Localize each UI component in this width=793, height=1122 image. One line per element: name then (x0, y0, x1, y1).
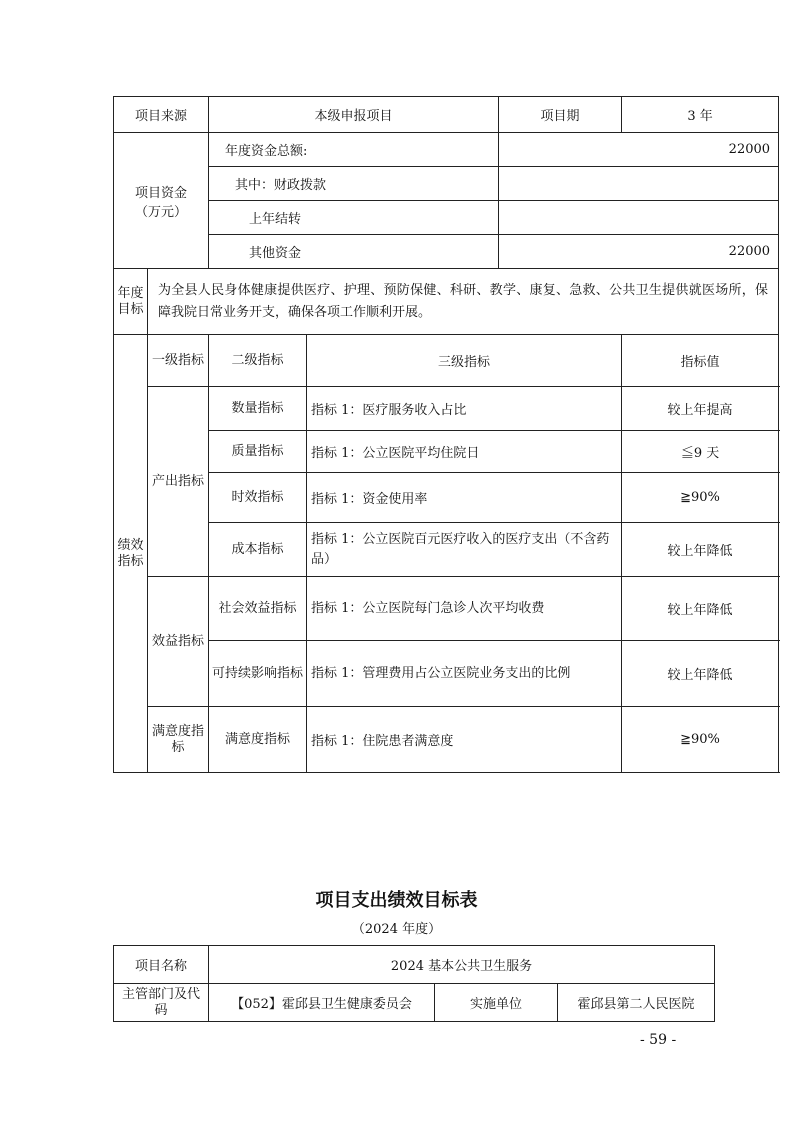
dept-label: 主管部门及代码 (114, 984, 209, 1022)
page-number: - 59 - (640, 1032, 677, 1048)
table-row-level3: 指标 1：公立医院平均住院日 (307, 431, 622, 473)
table-row-level2: 可持续影响指标 (209, 641, 307, 707)
table-row-level3: 指标 1：资金使用率 (307, 473, 622, 523)
fiscal-value (499, 167, 779, 201)
funds-label (114, 133, 209, 269)
section2-title: 项目支出绩效目标表 (315, 890, 478, 911)
source-label: 项目来源 (114, 97, 209, 133)
table-row-level3: 指标 1：公立医院每门急诊人次平均收费 (307, 577, 622, 641)
table-row-level2: 质量指标 (209, 431, 307, 473)
performance-table-upper (113, 96, 779, 773)
level3-header: 三级指标 (307, 335, 622, 387)
table-row-level3: 指标 1：住院患者满意度 (307, 707, 622, 773)
table-row-level2: 数量指标 (209, 387, 307, 431)
other-value: 22000 (499, 235, 779, 269)
period-label: 项目期 (499, 97, 622, 133)
impl-label: 实施单位 (435, 984, 558, 1022)
table-row-level2: 满意度指标 (209, 707, 307, 773)
table-row-value: 较上年降低 (622, 577, 779, 641)
table-row-value: ≧90% (622, 707, 779, 773)
table-row-value: 较上年降低 (622, 523, 779, 577)
period-value: 3 年 (622, 97, 779, 133)
project-name-label: 项目名称 (114, 946, 209, 984)
satisfaction-label: 满意度指标 (148, 707, 209, 773)
funds-unit: （万元） (135, 204, 188, 220)
level2-header: 二级指标 (209, 335, 307, 387)
level1-header: 一级指标 (148, 335, 209, 387)
perf-label: 绩效指标 (114, 335, 148, 773)
carryover-value (499, 201, 779, 235)
benefit-label: 效益指标 (148, 577, 209, 707)
funds-label-text: 项目资金 (135, 185, 188, 201)
output-label: 产出指标 (148, 387, 209, 577)
section2-year: （2024 年度） (351, 922, 442, 937)
value-header: 指标值 (622, 335, 779, 387)
table-row-level3: 指标 1：管理费用占公立医院业务支出的比例 (307, 641, 622, 707)
table-row-level2: 社会效益指标 (209, 577, 307, 641)
project-name-value: 2024 基本公共卫生服务 (209, 946, 715, 984)
dept-value: 【052】霍邱县卫生健康委员会 (209, 984, 435, 1022)
performance-table-lower (113, 945, 715, 1022)
table-row-value: ≧90% (622, 473, 779, 523)
goal-label: 年度目标 (114, 269, 148, 335)
table-row-level3: 指标 1：公立医院百元医疗收入的医疗支出（不含药品） (307, 523, 622, 577)
table-row-value: 较上年提高 (622, 387, 779, 431)
table-row-value: ≦9 天 (622, 431, 779, 473)
impl-value: 霍邱县第二人民医院 (558, 984, 715, 1022)
total-value: 22000 (499, 133, 779, 167)
total-label: 年度资金总额: (209, 133, 499, 167)
carryover-label: 上年结转 (209, 201, 499, 235)
table-row-level3: 指标 1：医疗服务收入占比 (307, 387, 622, 431)
table-row-level2: 时效指标 (209, 473, 307, 523)
fiscal-label: 其中：财政拨款 (209, 167, 499, 201)
other-label: 其他资金 (209, 235, 499, 269)
table-row-level2: 成本指标 (209, 523, 307, 577)
table-row-value: 较上年降低 (622, 641, 779, 707)
goal-text: 为全县人民身体健康提供医疗、护理、预防保健、科研、教学、康复、急救、公共卫生提供就医场所，保障我院日常业务开支，确保各项工作顺利开展。 (148, 269, 779, 335)
source-value: 本级申报项目 (209, 97, 499, 133)
